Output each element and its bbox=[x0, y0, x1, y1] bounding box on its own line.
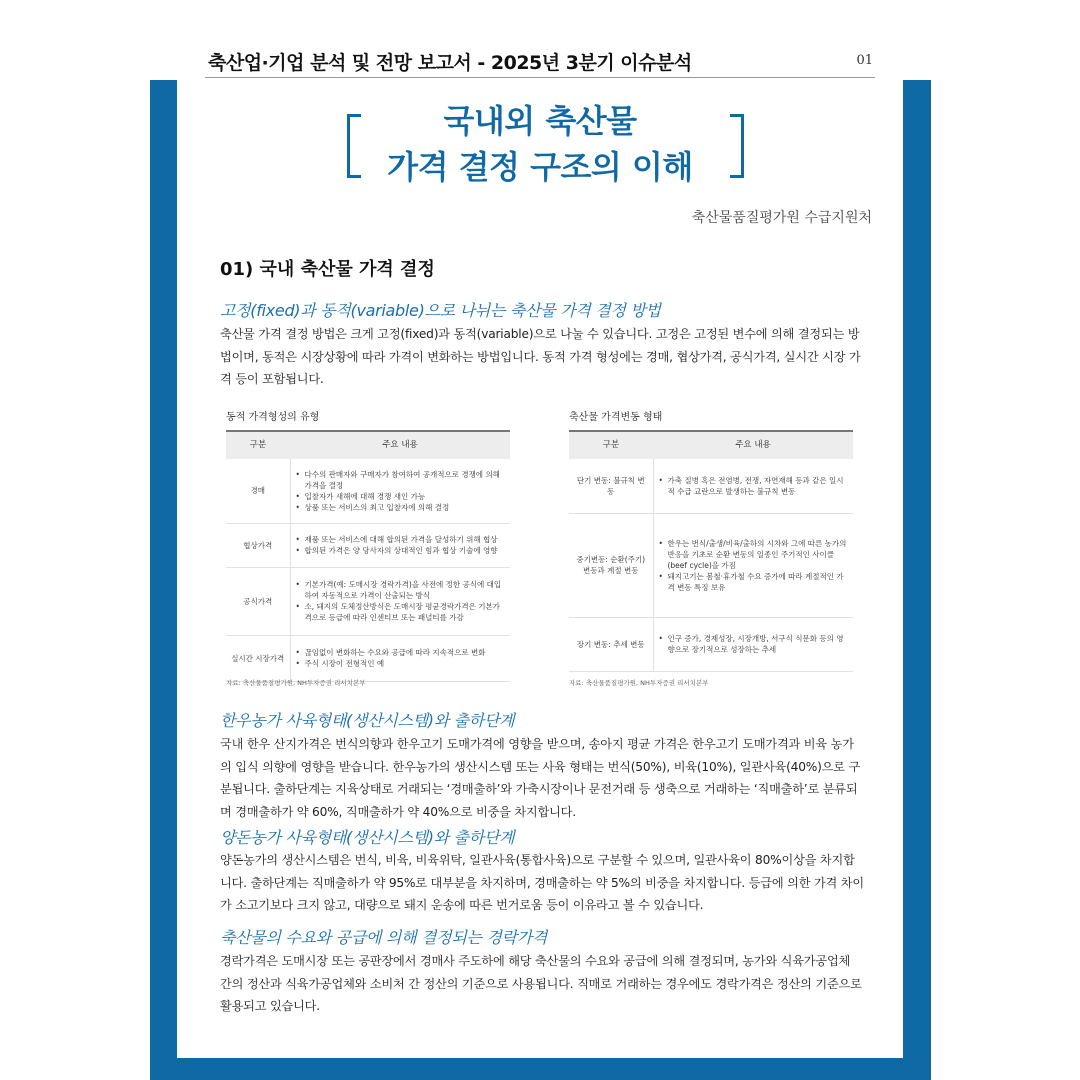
table-header-content: 주요 내용 bbox=[653, 431, 853, 459]
table-row-content bbox=[653, 617, 853, 671]
table-header-category: 구분 bbox=[569, 431, 653, 459]
table-row-category: 중기변동: 순환(주기)변동과 계절 변동 bbox=[569, 513, 653, 617]
table-row-item: • 제품 또는 서비스에 대해 합의된 가격을 달성하기 위해 협상 bbox=[296, 534, 506, 545]
table-row-content bbox=[290, 635, 510, 681]
subheading-hanwoo: 한우농가 사육형태(생산시스템)와 출하단계 bbox=[220, 711, 515, 730]
table-row-item: • 상품 또는 서비스의 최고 입찰자에 의해 결정 bbox=[296, 502, 506, 513]
table-row-item: • 합의된 가격은 양 당사자의 상대적인 힘과 협상 기술에 영향 bbox=[296, 545, 506, 556]
table-row-content bbox=[290, 567, 510, 635]
table-row-item: • 가축 질병 혹은 전염병, 전쟁, 자연재해 등과 같은 일시적 수급 교란으로 발생하는 불규칙 변동 bbox=[659, 475, 849, 497]
table-row-content bbox=[653, 513, 853, 617]
paragraph-fixed-variable: 축산물 가격 결정 방법은 크게 고정(fixed)과 동적(variable)으로 나눌 수 있습니다. 고정은 고정된 변수에 의해 결정되는 방법이며, 동적은 시장상황에 따라 가격이 변화하는 방법입니다. 동적 가격 형성에는 경매, 협상가격, 공식가격, 실시간 시장 가격 등이 포함됩니다. bbox=[220, 327, 861, 386]
table-row bbox=[226, 635, 510, 681]
table-row-item: • 인구 증가, 경제성장, 시장개방, 서구식 식문화 등의 영향으로 장기적으로 성장하는 추세 bbox=[659, 633, 849, 655]
table-row-category: 공식가격 bbox=[226, 567, 290, 635]
table-source-right: 자료: 축산물품질평가원, NH투자증권 리서치본부 bbox=[569, 679, 709, 687]
table-row bbox=[226, 523, 510, 567]
table-row-category: 협상가격 bbox=[226, 523, 290, 567]
table-caption-price-variation: 축산물 가격변동 형태 bbox=[569, 412, 663, 423]
table-row bbox=[226, 459, 510, 523]
table-source-left: 자료: 축산물품질평가원, NH투자증권 리서치본부 bbox=[226, 679, 366, 687]
subheading-swine: 양돈농가 사육형태(생산시스템)와 출하단계 bbox=[220, 828, 515, 847]
table-row-content bbox=[653, 459, 853, 513]
paragraph-hanwoo: 국내 한우 산지가격은 번식의향과 한우고기 도매가격에 영향을 받으며, 송아지 평균 가격은 한우고기 도매가격과 비육 농가의 입식 의향에 영향을 받습니다. 한우농가의 생산시스템 또는 사육 형태는 번식(50%), 비육(10%), 일관사육(40%)으로 구분됩니다. 출하단계는 지육상태로 거래되는 ‘경매출하’와 가축시장이나 문전거래 등 생축으로 거래하는 ‘직매출하’로 분류되며 경매출하가 약 60%, 직매출하가 약 40%으로 비중을 차지합니다. bbox=[220, 737, 861, 819]
report-header bbox=[205, 46, 875, 78]
table-row-item: • 끊임없이 변화하는 수요와 공급에 따라 지속적으로 변화 bbox=[296, 647, 506, 658]
section-title: 01) 국내 축산물 가격 결정 bbox=[220, 259, 435, 280]
document-title-line-2: 가격 결정 구조의 이해 bbox=[387, 148, 693, 186]
organization: 축산물품질평가원 수급지원처 bbox=[691, 210, 872, 226]
table-row-category: 장기 변동: 추세 변동 bbox=[569, 617, 653, 671]
table-row bbox=[569, 617, 853, 671]
table-row-category: 단기 변동: 불규칙 변동 bbox=[569, 459, 653, 513]
paragraph-auction-price: 경락가격은 도매시장 또는 공판장에서 경매사 주도하에 해당 축산물의 수요와 공급에 의해 결정되며, 농가와 식육가공업체 간의 정산과 식육가공업체와 소비처 간 정산의 기준으로 사용됩니다. 직매로 거래하는 경우에도 경락가격은 정산의 기준으로 활용되고 있습니다. bbox=[220, 954, 862, 1013]
table-row bbox=[226, 567, 510, 635]
document-title-line-1: 국내외 축산물 bbox=[443, 102, 637, 140]
table-row-item: • 입찰자가 새해에 대해 경쟁 새인 가능 bbox=[296, 491, 506, 502]
table-dynamic-pricing bbox=[226, 430, 510, 682]
table-row bbox=[569, 459, 853, 513]
table-row-content bbox=[290, 459, 510, 523]
table-row-item: • 다수의 판매자와 구매자가 참여하여 공개적으로 경쟁에 의해 가격을 결정 bbox=[296, 469, 506, 491]
table-header-content: 주요 내용 bbox=[290, 431, 510, 459]
table-row-item: • 소, 돼지의 도체정산방식은 도매시장 평균경락가격은 기본가격으로 등급에 따라 인센티브 또는 패널티를 가감 bbox=[296, 601, 506, 623]
subheading-fixed-variable: 고정(fixed)과 동적(variable)으로 나뉘는 축산물 가격 결정 방법 bbox=[220, 301, 661, 320]
paragraph-swine: 양돈농가의 생산시스템은 번식, 비육, 비육위탁, 일관사육(통합사육)으로 구분할 수 있으며, 일관사육이 80%이상을 차지합니다. 출하단계는 직매출하가 약 95%로 대부분을 차지하며, 경매출하는 약 5%의 비중을 차지합니다. 등급에 의한 가격 차이가 소고기보다 크지 않고, 대량으로 돼지 운송에 따른 번거로움 등이 이유라고 볼 수 있습니다. bbox=[220, 853, 864, 912]
table-header-category: 구분 bbox=[226, 431, 290, 459]
subheading-auction-price: 축산물의 수요와 공급에 의해 결정되는 경락가격 bbox=[220, 928, 548, 947]
table-row-item: • 돼지고기는 봄철·휴가철 수요 증가에 따라 계절적인 가격 변동 특징 보유 bbox=[659, 571, 849, 593]
report-title: 축산업·기업 분석 및 전망 보고서 - 2025년 3분기 이슈분석 bbox=[208, 52, 692, 74]
document-title bbox=[360, 98, 720, 190]
table-price-variation bbox=[569, 430, 853, 672]
table-row bbox=[569, 513, 853, 617]
title-bracket-left bbox=[347, 114, 361, 178]
table-row-item: • 주식 시장이 전형적인 예 bbox=[296, 658, 506, 669]
table-row-item: • 기본가격(예: 도매시장 경락가격)을 사전에 정한 공식에 대입하여 자동적으로 가격이 산출되는 방식 bbox=[296, 579, 506, 601]
page-number: 01 bbox=[856, 53, 873, 68]
title-bracket-right bbox=[730, 114, 744, 178]
table-row-category: 경매 bbox=[226, 459, 290, 523]
table-caption-dynamic-pricing: 동적 가격형성의 유형 bbox=[226, 412, 320, 423]
table-row-item: • 한우는 번식/출생/비육/출하의 시차와 그에 따른 농가의 반응을 기초로 순환 변동의 일종인 주기적인 사이클(beef cycle)을 가짐 bbox=[659, 538, 849, 571]
table-row-content bbox=[290, 523, 510, 567]
table-row-category: 실시간 시장가격 bbox=[226, 635, 290, 681]
